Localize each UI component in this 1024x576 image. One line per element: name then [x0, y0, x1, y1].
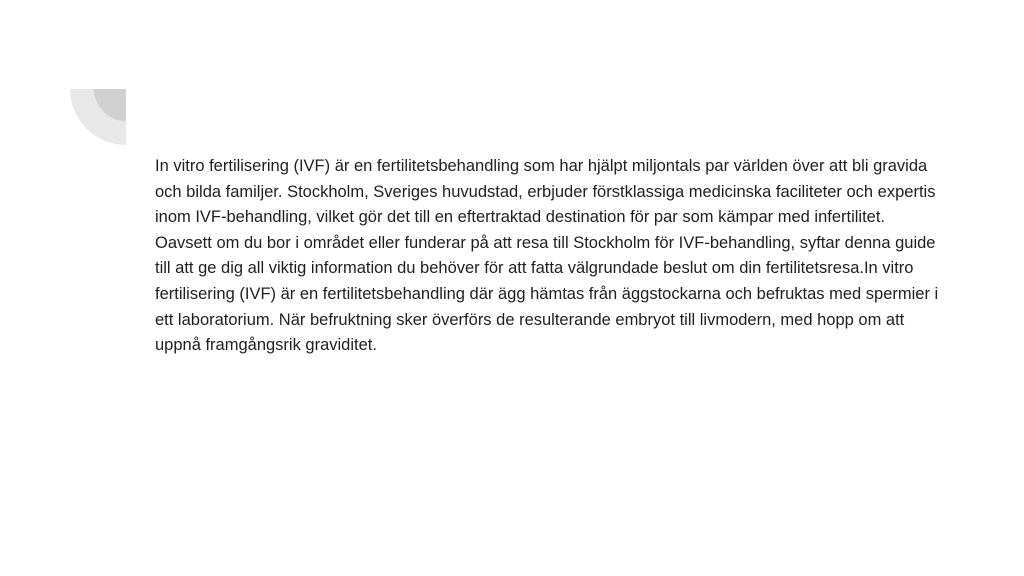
corner-quarter-circle-decoration: [70, 89, 126, 145]
body-paragraph: In vitro fertilisering (IVF) är en fertilitetsbehandling som har hjälpt miljontals par världen över att bli gravida och bilda familjer. Stockholm, Sveriges huvudstad, erbjuder förstklassiga medicinska faciliteter och expertis inom IVF-behandling, vilket gör det till en eftertraktad destination för par som kämpar med infertilitet. Oavsett om du bor i området eller funderar på att resa till Stockholm för IVF-behandling, syftar denna guide till att ge dig all viktig information du behöver för att fatta välgrundade beslut om din fertilitetsresa.In vitro fertilisering (IVF) är en fertilitetsbehandling där ägg hämtas från äggstockarna och befruktas med spermier i ett laboratorium. När befruktning sker överförs de resulterande embryot till livmodern, med hopp om att uppnå framgångsrik graviditet.: [155, 157, 939, 355]
